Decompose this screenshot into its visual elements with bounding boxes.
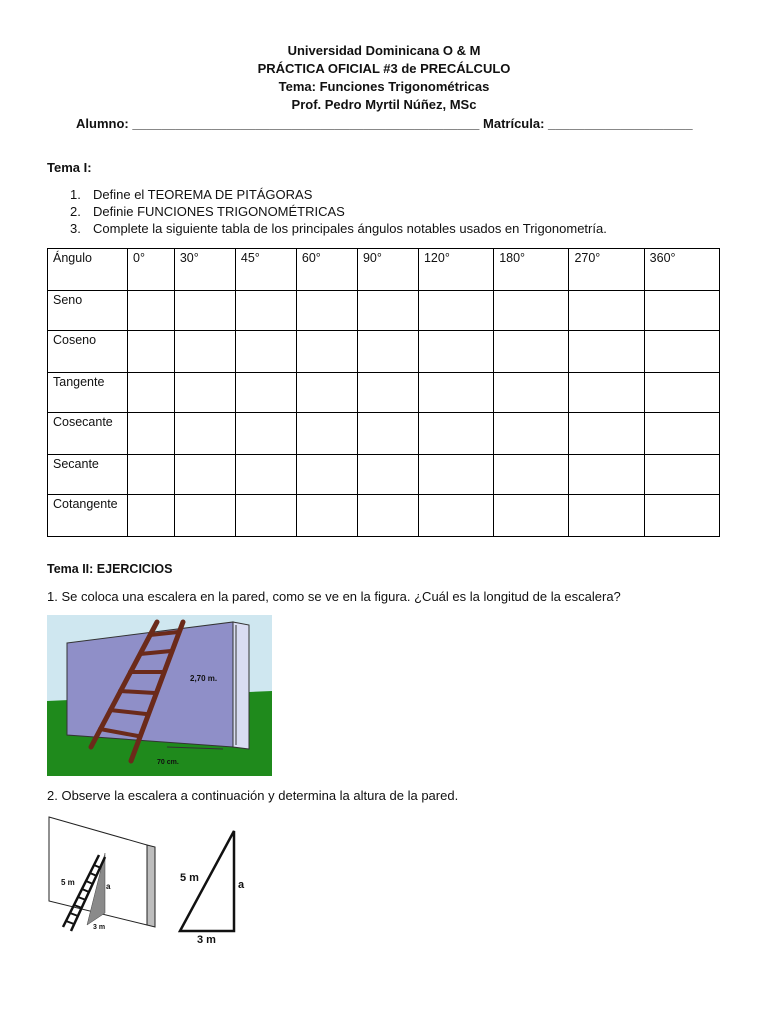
answer-cell[interactable] [494,331,569,373]
answer-cell[interactable] [128,291,175,331]
answer-cell[interactable] [494,455,569,495]
triangle-base-label: 3 m [197,934,216,945]
matricula-blank: ____________________ [548,116,693,131]
answer-cell[interactable] [128,373,175,413]
answer-cell[interactable] [569,331,644,373]
answer-cell[interactable] [174,291,235,331]
answer-cell[interactable] [644,495,719,537]
table-row [48,413,720,455]
alumno-label: Alumno: [76,116,129,131]
answer-cell[interactable] [296,495,357,537]
answer-cell[interactable] [235,495,296,537]
professor-name: Prof. Pedro Myrtil Núñez, MSc [291,97,477,112]
ladder-rung [120,691,155,693]
triangle-hyp-label: 5 m [180,872,199,884]
small-base-label: 3 m [93,924,106,931]
list-item: 2. Definie FUNCIONES TRIGONOMÉTRICAS [70,204,345,219]
small-side-label: a [106,882,111,891]
answer-cell[interactable] [418,291,493,331]
answer-cell[interactable] [418,495,493,537]
answer-cell[interactable] [494,413,569,455]
table-header-cell: 0° [128,249,175,291]
answer-cell[interactable] [174,455,235,495]
answer-cell[interactable] [357,413,418,455]
answer-cell[interactable] [569,495,644,537]
topic-title: Tema: Funciones Trigonométricas [278,79,490,94]
answer-cell[interactable] [644,413,719,455]
table-header-cell: 90° [357,249,418,291]
answer-cell[interactable] [235,331,296,373]
alumno-blank: ________________________________________________ [132,116,480,131]
answer-cell[interactable] [494,291,569,331]
answer-cell[interactable] [174,413,235,455]
answer-cell[interactable] [128,331,175,373]
table-row [48,373,720,413]
answer-cell[interactable] [174,373,235,413]
answer-cell[interactable] [494,373,569,413]
ladder-rung [66,921,74,924]
tema1-title: Tema I: [47,160,92,175]
answer-cell[interactable] [357,373,418,413]
tema1-list [70,186,607,237]
triangle-side-label: a [238,879,245,891]
table-row [48,455,720,495]
matricula-label: Matrícula: [483,116,545,131]
answer-cell[interactable] [128,413,175,455]
answer-cell[interactable] [357,291,418,331]
answer-cell[interactable] [418,331,493,373]
ladder-rung [70,913,78,916]
answer-cell[interactable] [296,291,357,331]
table-header-cell: 60° [296,249,357,291]
answer-cell[interactable] [644,331,719,373]
answer-cell[interactable] [569,373,644,413]
answer-cell[interactable] [569,291,644,331]
answer-cell[interactable] [644,455,719,495]
answer-cell[interactable] [128,495,175,537]
practice-title: PRÁCTICA OFICIAL #3 de PRECÁLCULO [257,61,511,76]
answer-cell[interactable] [296,455,357,495]
answer-cell[interactable] [174,331,235,373]
university-name: Universidad Dominicana O & M [287,43,481,58]
answer-cell[interactable] [174,495,235,537]
row-label-seno: Seno [48,291,128,331]
table-header-cell: 30° [174,249,235,291]
answer-cell[interactable] [569,413,644,455]
list-item: 3. Complete la siguiente tabla de los principales ángulos notables usados en Trigonometría. [70,221,607,236]
row-label-coseno: Coseno [48,331,128,373]
exercise-1-text: 1. Se coloca una escalera en la pared, como se ve en la figura. ¿Cuál es la longitud de la escalera? [47,589,621,604]
answer-cell[interactable] [357,455,418,495]
table-header-cell: Ángulo [48,249,128,291]
answer-cell[interactable] [418,373,493,413]
answer-cell[interactable] [357,495,418,537]
table-header-cell: 360° [644,249,719,291]
answer-cell[interactable] [235,291,296,331]
height-label: 2,70 m. [190,674,218,683]
answer-cell[interactable] [569,455,644,495]
wall-front [67,622,233,747]
table-header-row [48,249,720,291]
answer-cell[interactable] [357,331,418,373]
table-row [48,291,720,331]
answer-cell[interactable] [418,455,493,495]
wall-side [233,622,249,749]
answer-cell[interactable] [296,373,357,413]
exercise-2-text: 2. Observe la escalera a continuación y determina la altura de la pared. [47,788,459,803]
ladder-triangle-figure [47,815,247,945]
answer-cell[interactable] [644,291,719,331]
row-label-cotangente: Cotangente [48,495,128,537]
trig-table [47,248,720,537]
answer-cell[interactable] [644,373,719,413]
table-header-cell: 45° [235,249,296,291]
row-label-cosecante: Cosecante [48,413,128,455]
answer-cell[interactable] [235,455,296,495]
table-header-cell: 120° [418,249,493,291]
answer-cell[interactable] [296,413,357,455]
answer-cell[interactable] [296,331,357,373]
base-label: 70 cm. [157,759,179,766]
table-row [48,495,720,537]
answer-cell[interactable] [418,413,493,455]
answer-cell[interactable] [494,495,569,537]
answer-cell[interactable] [235,373,296,413]
student-info-line [76,116,693,131]
table-header-cell: 180° [494,249,569,291]
ladder-wall-figure [47,615,272,776]
wall-side-3d [147,845,155,927]
answer-cell[interactable] [128,455,175,495]
row-label-tangente: Tangente [48,373,128,413]
row-label-secante: Secante [48,455,128,495]
list-item: 1. Define el TEOREMA DE PITÁGORAS [70,187,313,202]
tema2-title: Tema II: EJERCICIOS [47,562,173,576]
table-header-cell: 270° [569,249,644,291]
table-row [48,331,720,373]
answer-cell[interactable] [235,413,296,455]
document-header [0,42,768,114]
small-hyp-label: 5 m [61,878,75,887]
